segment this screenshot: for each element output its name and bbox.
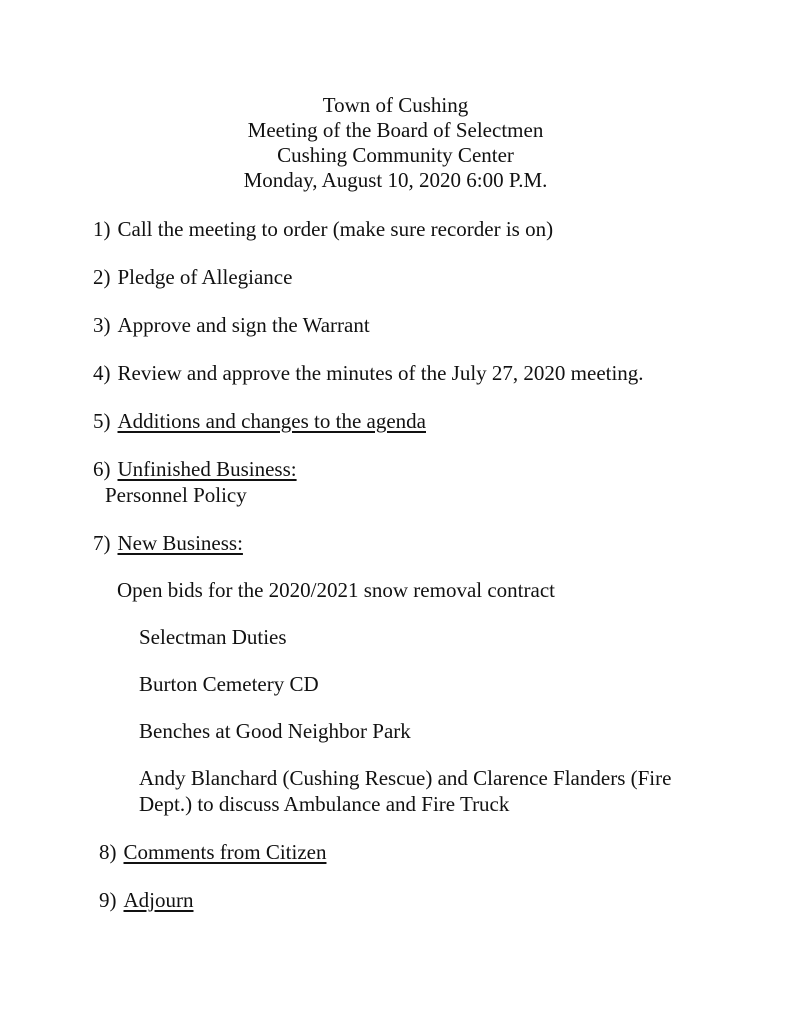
agenda-item-new-business — [93, 530, 791, 556]
agenda-item-warrant — [93, 312, 791, 338]
item-number: 5) — [93, 409, 111, 433]
topic-line-2: Dept.) to discuss Ambulance and Fire Truck — [139, 792, 510, 816]
unfinished-business-topic: Personnel Policy — [105, 483, 247, 507]
agenda-item-call-to-order — [93, 216, 791, 242]
topic-line-1: Andy Blanchard (Cushing Rescue) and Clarence Flanders (Fire — [139, 766, 672, 790]
agenda-item-adjourn — [99, 887, 791, 913]
item-number: 3) — [93, 313, 111, 337]
item-text: New Business: — [117, 531, 243, 555]
agenda-item-additions — [93, 408, 791, 434]
agenda-item-unfinished-business — [93, 456, 791, 508]
new-business-topic-selectman-duties: Selectman Duties — [139, 625, 287, 649]
agenda-item-minutes — [93, 360, 791, 386]
header-datetime: Monday, August 10, 2020 6:00 P.M. — [243, 168, 548, 192]
header-meeting-title: Meeting of the Board of Selectmen — [247, 118, 544, 142]
item-number: 1) — [93, 217, 111, 241]
new-business-topic-snow-removal: Open bids for the 2020/2021 snow removal contract — [117, 578, 555, 602]
item-text: Unfinished Business: — [117, 457, 297, 481]
header-location: Cushing Community Center — [277, 143, 514, 167]
item-number: 9) — [99, 888, 117, 912]
item-text: Additions and changes to the agenda — [117, 409, 426, 433]
agenda-list — [0, 216, 791, 913]
item-text: Approve and sign the Warrant — [117, 313, 370, 337]
item-number: 2) — [93, 265, 111, 289]
item-number: 4) — [93, 361, 111, 385]
item-text: Pledge of Allegiance — [117, 265, 293, 289]
item-text: Comments from Citizen — [123, 840, 327, 864]
agenda-item-citizen-comments — [99, 839, 791, 865]
new-business-topic-ambulance-fire-truck — [139, 765, 791, 817]
new-business-topic-benches: Benches at Good Neighbor Park — [139, 719, 411, 743]
agenda-item-pledge — [93, 264, 791, 290]
item-number: 6) — [93, 457, 111, 481]
item-number: 8) — [99, 840, 117, 864]
item-text: Review and approve the minutes of the July 27, 2020 meeting. — [117, 361, 644, 385]
new-business-topic-burton-cemetery: Burton Cemetery CD — [139, 672, 319, 696]
item-number: 7) — [93, 531, 111, 555]
header-org-name: Town of Cushing — [322, 93, 469, 117]
item-text: Adjourn — [123, 888, 194, 912]
item-text: Call the meeting to order (make sure recorder is on) — [117, 217, 554, 241]
document-header — [0, 93, 791, 193]
